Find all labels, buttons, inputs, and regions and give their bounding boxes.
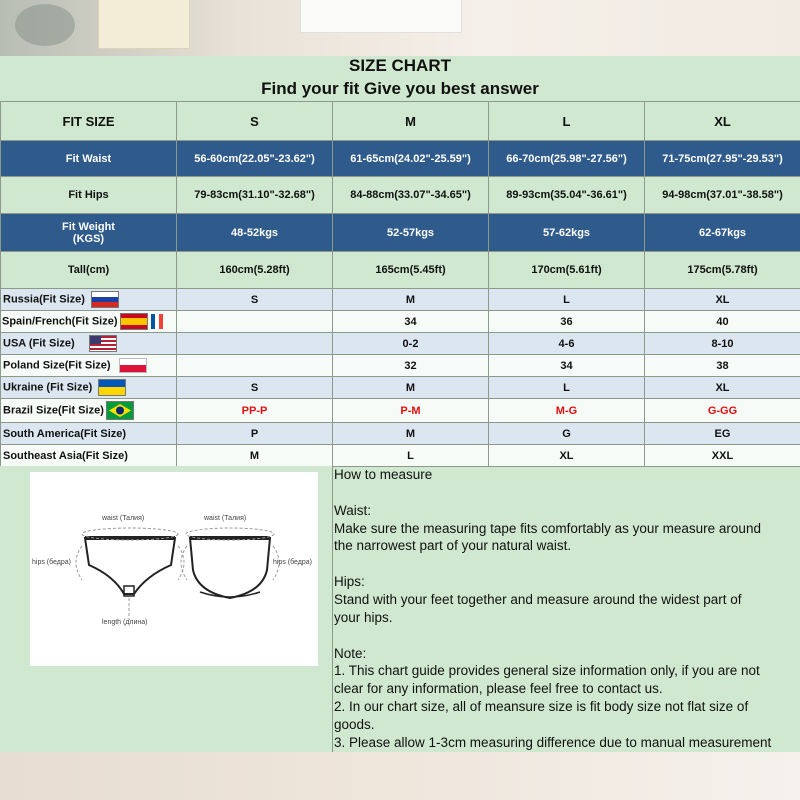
hips-line1: Stand with your feet together and measure around the widest part of <box>334 591 742 607</box>
cell-brazil-l: M-G <box>489 399 645 423</box>
cell-spain-m: 34 <box>333 311 489 333</box>
cell-waist-l: 66-70cm(25.98"-27.56") <box>489 141 645 177</box>
how-to-measure-text <box>334 466 800 751</box>
header-l: L <box>489 102 645 141</box>
cell-russia-xl: XL <box>645 289 800 311</box>
size-table <box>0 101 800 467</box>
label-ukraine <box>1 377 177 399</box>
waist-line1: Make sure the measuring tape fits comfortably as your measure around <box>334 520 761 536</box>
measurement-diagram <box>30 472 318 666</box>
row-southeast-asia <box>1 445 800 467</box>
cell-russia-l: L <box>489 289 645 311</box>
row-fit-weight <box>1 214 800 252</box>
cell-southamerica-xl: EG <box>645 423 800 445</box>
cell-weight-m: 52-57kgs <box>333 214 489 252</box>
ukraine-flag-icon <box>98 379 126 396</box>
cell-southeastasia-l: XL <box>489 445 645 467</box>
note3: 3. Please allow 1-3cm measuring difference due to manual measurement <box>334 734 772 750</box>
cell-waist-xl: 71-75cm(27.95"-29.53") <box>645 141 800 177</box>
cell-hips-m: 84-88cm(33.07"-34.65") <box>333 177 489 214</box>
perfume-bottle-decoration <box>98 0 190 49</box>
header-fit-size: FIT SIZE <box>1 102 177 141</box>
length-label: length (длина) <box>102 619 148 626</box>
hips-title: Hips: <box>334 574 365 590</box>
note2-line1: 2. In our chart size, all of meansure size is fit body size not flat size of <box>334 698 749 714</box>
note2-line2: goods. <box>334 716 375 732</box>
label-southeast-asia: Southeast Asia(Fit Size) <box>1 445 177 467</box>
header-xl: XL <box>645 102 800 141</box>
france-flag-icon <box>151 314 163 329</box>
cell-southamerica-s: P <box>177 423 333 445</box>
cell-russia-m: M <box>333 289 489 311</box>
cell-southamerica-m: M <box>333 423 489 445</box>
cell-southeastasia-xl: XXL <box>645 445 800 467</box>
cell-russia-s: S <box>177 289 333 311</box>
cell-poland-s <box>177 355 333 377</box>
cell-poland-m: 32 <box>333 355 489 377</box>
label-russia <box>1 289 177 311</box>
label-south-america: South America(Fit Size) <box>1 423 177 445</box>
hips-label-back: hips (бедра) <box>273 559 312 566</box>
cell-poland-xl: 38 <box>645 355 800 377</box>
background-photo-bottom <box>0 752 800 800</box>
row-fit-waist <box>1 141 800 177</box>
hips-line2: your hips. <box>334 609 393 625</box>
cell-usa-l: 4-6 <box>489 333 645 355</box>
label-usa <box>1 333 177 355</box>
row-usa <box>1 333 800 355</box>
cell-spain-l: 36 <box>489 311 645 333</box>
plant-decoration <box>15 4 75 46</box>
cell-waist-m: 61-65cm(24.02"-25.59") <box>333 141 489 177</box>
cell-southamerica-l: G <box>489 423 645 445</box>
cell-usa-xl: 8-10 <box>645 333 800 355</box>
note1-line2: clear for any information, please feel free to contact us. <box>334 681 663 697</box>
cell-brazil-xl: G-GG <box>645 399 800 423</box>
cell-ukraine-l: L <box>489 377 645 399</box>
cell-weight-s: 48-52kgs <box>177 214 333 252</box>
row-spain-french <box>1 311 800 333</box>
label-russia-text: Russia(Fit Size) <box>3 293 85 306</box>
label-fit-weight-line1: Fit Weight <box>62 220 115 233</box>
label-spain-french <box>1 311 177 333</box>
label-brazil <box>1 399 177 423</box>
label-fit-hips: Fit Hips <box>1 177 177 214</box>
header-m: M <box>333 102 489 141</box>
cell-poland-l: 34 <box>489 355 645 377</box>
row-brazil <box>1 399 800 423</box>
cell-hips-s: 79-83cm(31.10"-32.68") <box>177 177 333 214</box>
brazil-flag-icon <box>106 401 134 420</box>
cell-hips-l: 89-93cm(35.04"-36.61") <box>489 177 645 214</box>
cell-ukraine-s: S <box>177 377 333 399</box>
measure-heading: How to measure <box>334 467 433 482</box>
hips-label-front: hips (бедра) <box>32 559 71 566</box>
usa-flag-icon <box>89 335 117 352</box>
table-header-row <box>1 102 800 141</box>
label-usa-text: USA (Fit Size) <box>3 337 75 350</box>
cell-southeastasia-s: M <box>177 445 333 467</box>
cell-ukraine-m: M <box>333 377 489 399</box>
label-poland <box>1 355 177 377</box>
cell-tall-m: 165cm(5.45ft) <box>333 252 489 289</box>
row-russia <box>1 289 800 311</box>
chart-title: SIZE CHART <box>349 56 451 75</box>
cell-tall-l: 170cm(5.61ft) <box>489 252 645 289</box>
chart-subtitle: Find your fit Give you best answer <box>261 79 539 98</box>
cell-tall-s: 160cm(5.28ft) <box>177 252 333 289</box>
cell-spain-s <box>177 311 333 333</box>
note-title: Note: <box>334 645 367 661</box>
waist-label-back: waist (Талия) <box>204 515 247 522</box>
label-tall: Tall(cm) <box>1 252 177 289</box>
cell-brazil-s: PP-P <box>177 399 333 423</box>
cell-ukraine-xl: XL <box>645 377 800 399</box>
label-poland-text: Poland Size(Fit Size) <box>3 359 111 372</box>
row-tall <box>1 252 800 289</box>
cell-weight-l: 57-62kgs <box>489 214 645 252</box>
label-ukraine-text: Ukraine (Fit Size) <box>3 381 93 394</box>
waist-label-front: waist (Талия) <box>102 515 145 522</box>
note1-line1: 1. This chart guide provides general size information only, if you are not <box>334 663 760 679</box>
label-fit-weight-line2: (KGS) <box>72 232 105 245</box>
underwear-diagram-icon <box>30 472 318 666</box>
cell-southeastasia-m: L <box>333 445 489 467</box>
poland-flag-icon <box>119 358 147 373</box>
cell-usa-m: 0-2 <box>333 333 489 355</box>
cell-waist-s: 56-60cm(22.05"-23.62") <box>177 141 333 177</box>
label-fit-waist: Fit Waist <box>1 141 177 177</box>
spain-flag-icon <box>120 313 148 330</box>
row-fit-hips <box>1 177 800 214</box>
cell-usa-s <box>177 333 333 355</box>
row-south-america <box>1 423 800 445</box>
label-fit-weight <box>1 214 177 252</box>
header-s: S <box>177 102 333 141</box>
row-poland <box>1 355 800 377</box>
cell-hips-xl: 94-98cm(37.01"-38.58") <box>645 177 800 214</box>
cell-weight-xl: 62-67kgs <box>645 214 800 252</box>
cell-brazil-m: P-M <box>333 399 489 423</box>
label-spain-french-text: Spain/French(Fit Size) <box>2 315 118 328</box>
row-ukraine <box>1 377 800 399</box>
cell-spain-xl: 40 <box>645 311 800 333</box>
waist-line2: the narrowest part of your natural waist. <box>334 538 572 554</box>
russia-flag-icon <box>91 291 119 308</box>
waist-title: Waist: <box>334 502 371 518</box>
label-brazil-text: Brazil Size(Fit Size) <box>3 404 104 417</box>
cell-tall-xl: 175cm(5.78ft) <box>645 252 800 289</box>
book-decoration <box>300 0 462 33</box>
